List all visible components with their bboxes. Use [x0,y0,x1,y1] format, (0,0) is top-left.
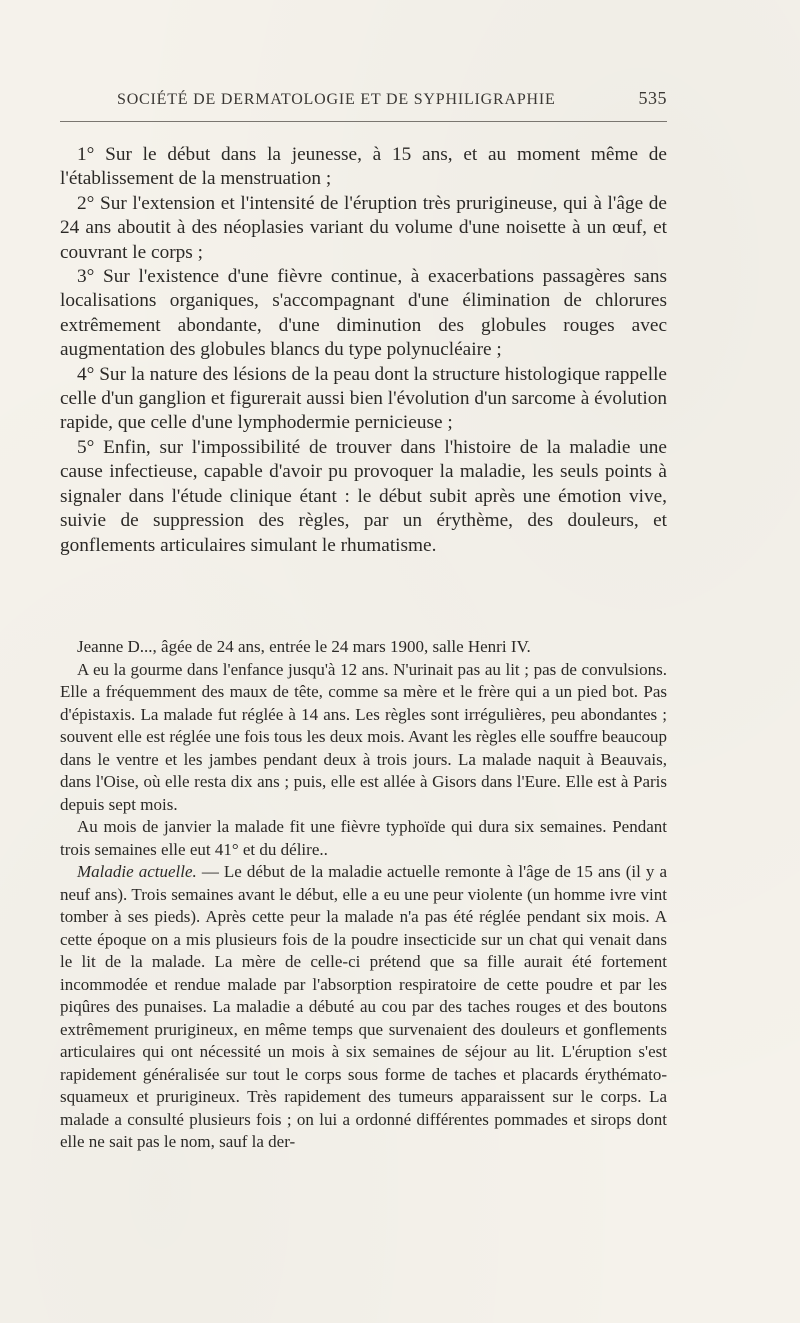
current-illness-text: — Le début de la maladie actuelle remonte à l'âge de 15 ans (il y a neuf ans). Trois semaines avant le début, elle a eu une peur violente (un homme ivre vint tomber à ses pieds). Après cette peur la malade n'a pas été réglée pendant six mois. A cette époque on a mis plusieurs fois de la poudre insecticide sur un chat qui venait dans le lit de la malade. La mère de celle-ci prétend que sa fille aurait été fortement incommodée et rendue malade par l'absorption respiratoire de cette poudre et par les piqûres des punaises. La maladie a débuté au cou par des taches rouges et des boutons extrêmement prurigineux, en même temps que survenaient des douleurs et gonflements articulaires qui ont nécessité un mois à six semaines de séjour au lit. L'éruption s'est rapidement généralisée sur tout le corps sous forme de taches et placards érythémato-squameux et prurigineux. Très rapidement des tumeurs apparaissent sur le corps. La malade a consulté plusieurs fois ; on lui a ordonné différentes pommades et sirops dont elle ne sait pas le nom, sauf la der- [60,862,667,1151]
conclusion-item: 5° Enfin, sur l'impossibilité de trouver dans l'histoire de la maladie une cause infectieuse, capable d'avoir pu provoquer la maladie, les seuls points à signaler dans l'étude clinique étant : le début subit après une émotion vive, suivie de suppression des règles, par un érythème, des douleurs, et gonflements articulaires simulant le rhumatisme. [60,436,667,556]
conclusion-item: 3° Sur l'existence d'une fièvre continue, à exacerbations passagères sans localisations organiques, s'accompagnant d'une élimination de chlorures extrêmement abondante, d'une diminution des globules rouges avec augmentation des globules blancs du type polynucléaire ; [60,266,667,361]
typhoid-episode: Au mois de janvier la malade fit une fièvre typhoïde qui dura six semaines. Pendant trois semaines elle eut 41° et du délire.. [60,817,667,859]
current-illness-paragraph [60,861,667,1154]
conclusion-item: 4° Sur la nature des lésions de la peau dont la structure histologique rappelle celle d'un ganglion et figurerait aussi bien l'évolution d'un sarcome à évolution rapide, que celle d'une lymphodermie pernicieuse ; [60,363,667,434]
page-number: 535 [638,88,667,108]
conclusions-list [60,143,667,558]
patient-history: A eu la gourme dans l'enfance jusqu'à 12 ans. N'urinait pas au lit ; pas de convulsions. Elle a fréquemment des maux de tête, comme sa mère et le frère qui a un pied bot. Pas d'épistaxis. La malade fut réglée à 14 ans. Les règles sont irrégulières, peu abondantes ; souvent elle est réglée une fois tous les deux mois. Avant les règles elle souffre beaucoup dans le ventre et les jambes pendant deux à trois jours. La malade naquit à Beauvais, dans l'Oise, où elle resta dix ans ; puis, elle est allée à Gisors dans l'Eure. Elle est à Paris depuis sept mois. [60,659,667,814]
patient-intro: Jeanne D..., âgée de 24 ans, entrée le 24 mars 1900, salle Henri IV. [77,637,531,656]
case-observation [60,636,667,1154]
current-illness-label: Maladie actuelle. [77,862,197,881]
running-header [117,88,667,109]
header-rule [60,121,667,122]
conclusion-item: 1° Sur le début dans la jeunesse, à 15 ans, et au moment même de l'établissement de la menstruation ; [60,144,667,190]
running-title: SOCIÉTÉ DE DERMATOLOGIE ET DE SYPHILIGRAPHIE [117,91,556,108]
conclusion-item: 2° Sur l'extension et l'intensité de l'éruption très prurigineuse, qui à l'âge de 24 ans aboutit à des néoplasies variant du volume d'une noisette à un œuf, et couvrant le corps ; [60,192,667,263]
